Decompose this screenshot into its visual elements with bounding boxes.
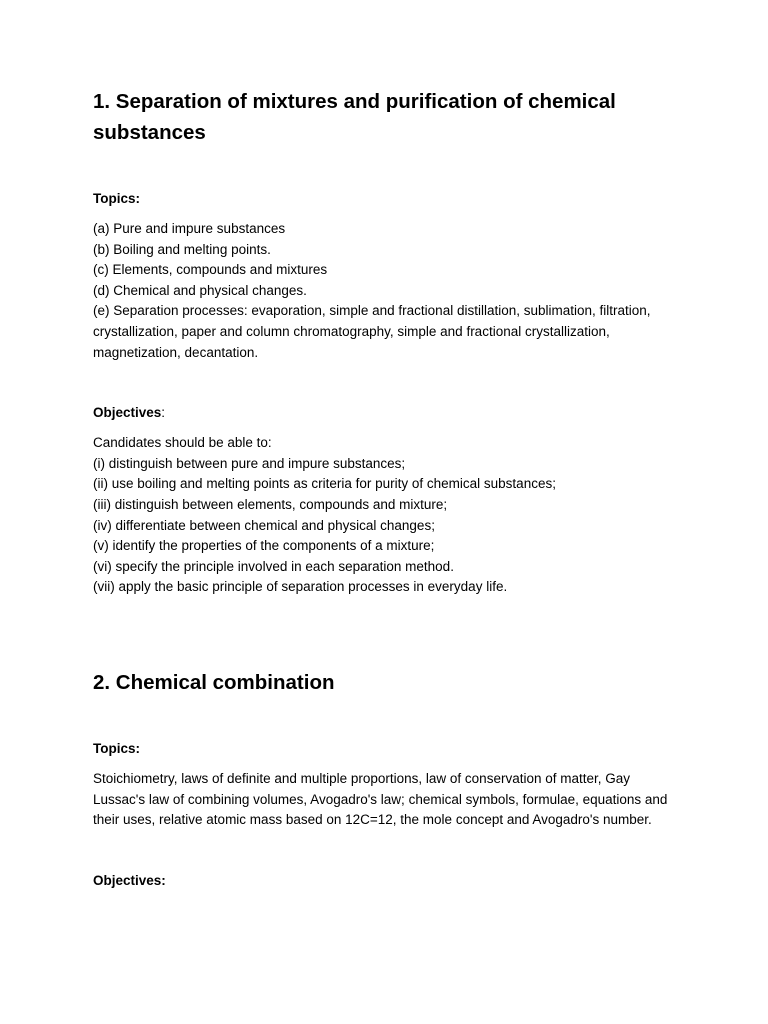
section-1-objectives-label xyxy=(93,403,683,423)
section-2-topics-label: Topics: xyxy=(93,740,140,756)
objective-item: (vi) specify the principle involved in each separation method. xyxy=(93,558,454,574)
objectives-label-colon: : xyxy=(161,405,166,421)
objective-item: (iii) distinguish between elements, compounds and mixture; xyxy=(93,496,448,512)
objective-item: (i) distinguish between pure and impure substances; xyxy=(93,455,406,471)
document-content xyxy=(93,86,683,891)
objective-item: (v) identify the properties of the components of a mixture; xyxy=(93,538,435,554)
objective-intro: Candidates should be able to: xyxy=(93,435,272,451)
section-2-topics-text: Stoichiometry, laws of definite and multiple proportions, law of conservation of matter, Gay Lussac's law of combining volumes, Avogadro's law; chemical symbols, formulae, equations and their uses, relative atomic mass based on 12C=12, the mole concept and Avogadro's number. xyxy=(93,770,668,828)
section-1-title: 1. Separation of mixtures and purification of chemical substances xyxy=(93,90,616,144)
objective-item: (vii) apply the basic principle of separation processes in everyday life. xyxy=(93,579,508,595)
section-2-objectives-label: Objectives: xyxy=(93,872,166,888)
topic-item: (b) Boiling and melting points. xyxy=(93,241,271,257)
section-1-topics-list xyxy=(93,219,683,363)
objectives-label-text: Objectives xyxy=(93,405,162,421)
topic-item: (e) Separation processes: evaporation, simple and fractional distillation, sublimation, filtration, crystallization, paper and column chromatography, simple and fractional crystallization, magnetization, decantation. xyxy=(93,303,651,360)
section-1-topics-label: Topics: xyxy=(93,191,140,206)
section-1-objectives-list xyxy=(93,433,683,598)
objective-item: (ii) use boiling and melting points as criteria for purity of chemical substances; xyxy=(93,476,556,492)
topic-item: (a) Pure and impure substances xyxy=(93,221,286,236)
section-2-title: 2. Chemical combination xyxy=(93,670,335,694)
objective-item: (iv) differentiate between chemical and physical changes; xyxy=(93,517,435,533)
topic-item: (c) Elements, compounds and mixtures xyxy=(93,262,328,278)
topic-item: (d) Chemical and physical changes. xyxy=(93,282,307,298)
